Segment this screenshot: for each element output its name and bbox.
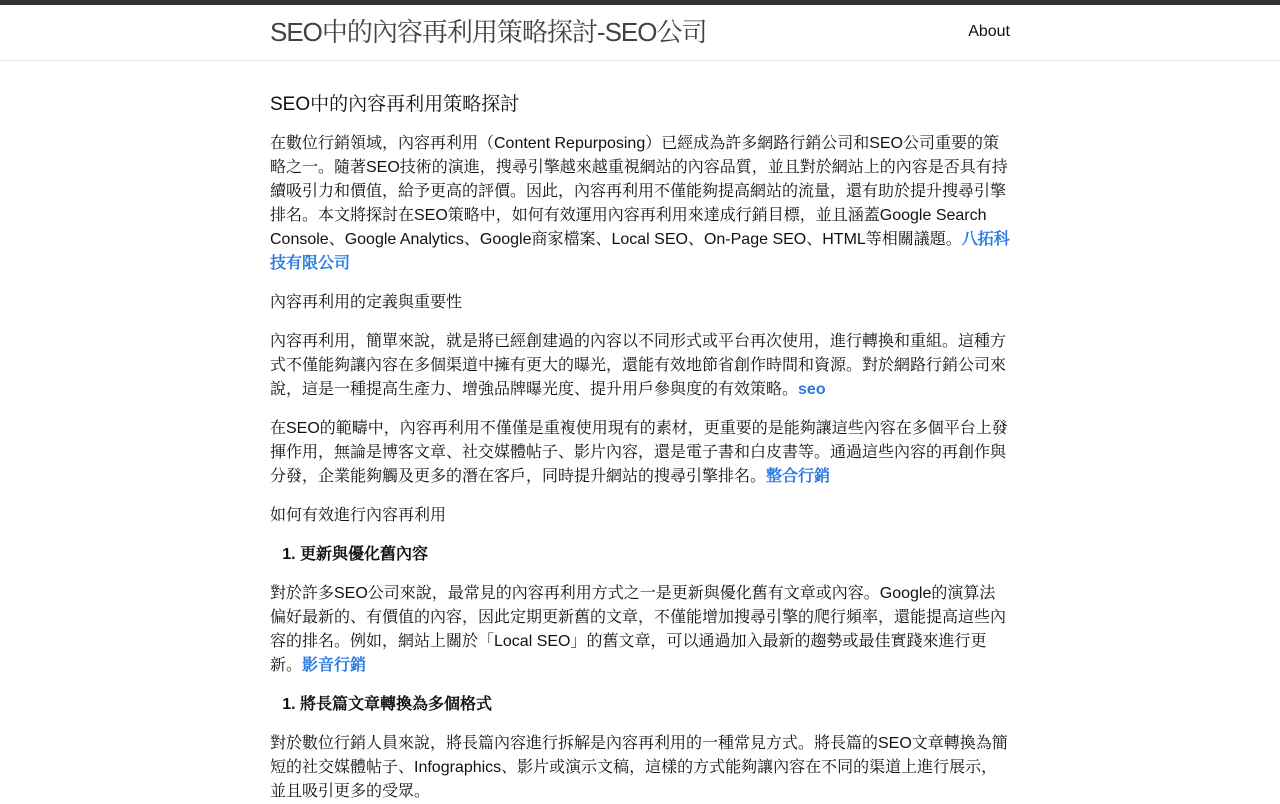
- paragraph-text: 在數位行銷領域，內容再利用（Content Repurposing）已經成為許多網路行銷公司和SEO公司重要的策略之一。隨著SEO技術的演進，搜尋引擎越來越重視網站的內容品質，並且對於網站上的內容是否具有持續吸引力和價值，給予更高的評價。因此，內容再利用不僅能夠提高網站的流量，還有助於提升搜尋引擎排名。本文將探討在SEO策略中，如何有效運用內容再利用來達成行銷目標，並且涵蓋Google Search Console、Google Analytics、Google商家檔案、Local SEO、On-Page SEO、HTML等相關議題。: [270, 135, 1008, 248]
- list-item: 1. 更新與優化舊內容: [300, 543, 1010, 567]
- paragraph-text: 在SEO的範疇中，內容再利用不僅僅是重複使用現有的素材，更重要的是能夠讓這些內容在多個平台上發揮作用，無論是博客文章、社交媒體帖子、影片內容，還是電子書和白皮書等。通過這些內容的再創作與分發，企業能夠觸及更多的潛在客戶，同時提升網站的搜尋引擎排名。: [270, 420, 1008, 485]
- paragraph-convert-formats: 對於數位行銷人員來說，將長篇內容進行拆解是內容再利用的一種常見方式。將長篇的SEO文章轉換為簡短的社交媒體帖子、Infographics、影片或演示文稿，這樣的方式能夠讓內容在不同的渠道上進行展示，並且吸引更多的受眾。: [270, 735, 1008, 800]
- paragraph-definition: [270, 330, 1010, 402]
- keyword-link[interactable]: 八拓科技有限公司: [270, 231, 1010, 272]
- header-inner: [270, 5, 1010, 61]
- numbered-list: [270, 543, 1010, 567]
- site-header: [0, 5, 1280, 61]
- numbered-list: [270, 693, 1010, 717]
- section-heading: 內容再利用的定義與重要性: [270, 294, 463, 311]
- section-heading: 如何有效進行內容再利用: [270, 507, 447, 524]
- keyword-link[interactable]: 整合行銷: [766, 468, 831, 485]
- nav-link-about[interactable]: About: [968, 23, 1010, 40]
- paragraph-text: 對於許多SEO公司來說，最常見的內容再利用方式之一是更新與優化舊有文章或內容。Google的演算法偏好最新的、有價值的內容，因此定期更新舊的文章，不僅能增加搜尋引擎的爬行頻率，還能提高這些內容的排名。例如，網站上關於「Local SEO」的舊文章，可以通過加入最新的趨勢或最佳實踐來進行更新。: [270, 585, 1007, 674]
- post-title: SEO中的內容再利用策略探討: [270, 94, 520, 115]
- paragraph-seo-scope: [270, 417, 1010, 489]
- keyword-link[interactable]: seo: [798, 381, 826, 398]
- paragraph-intro: [270, 132, 1010, 276]
- keyword-link[interactable]: 影音行銷: [302, 657, 367, 674]
- site-title-link[interactable]: SEO中的內容再利用策略探討-SEO公司: [270, 17, 707, 47]
- list-item: 1. 將長篇文章轉換為多個格式: [300, 693, 1010, 717]
- paragraph-text: 內容再利用，簡單來說，就是將已經創建過的內容以不同形式或平台再次使用，進行轉換和重組。這種方式不僅能夠讓內容在多個渠道中擁有更大的曝光，還能有效地節省創作時間和資源。對於網路行銷公司來說，這是一種提高生產力、增強品牌曝光度、提升用戶參與度的有效策略。: [270, 333, 1007, 398]
- paragraph-update-content: [270, 582, 1010, 678]
- post-content: [270, 61, 1010, 804]
